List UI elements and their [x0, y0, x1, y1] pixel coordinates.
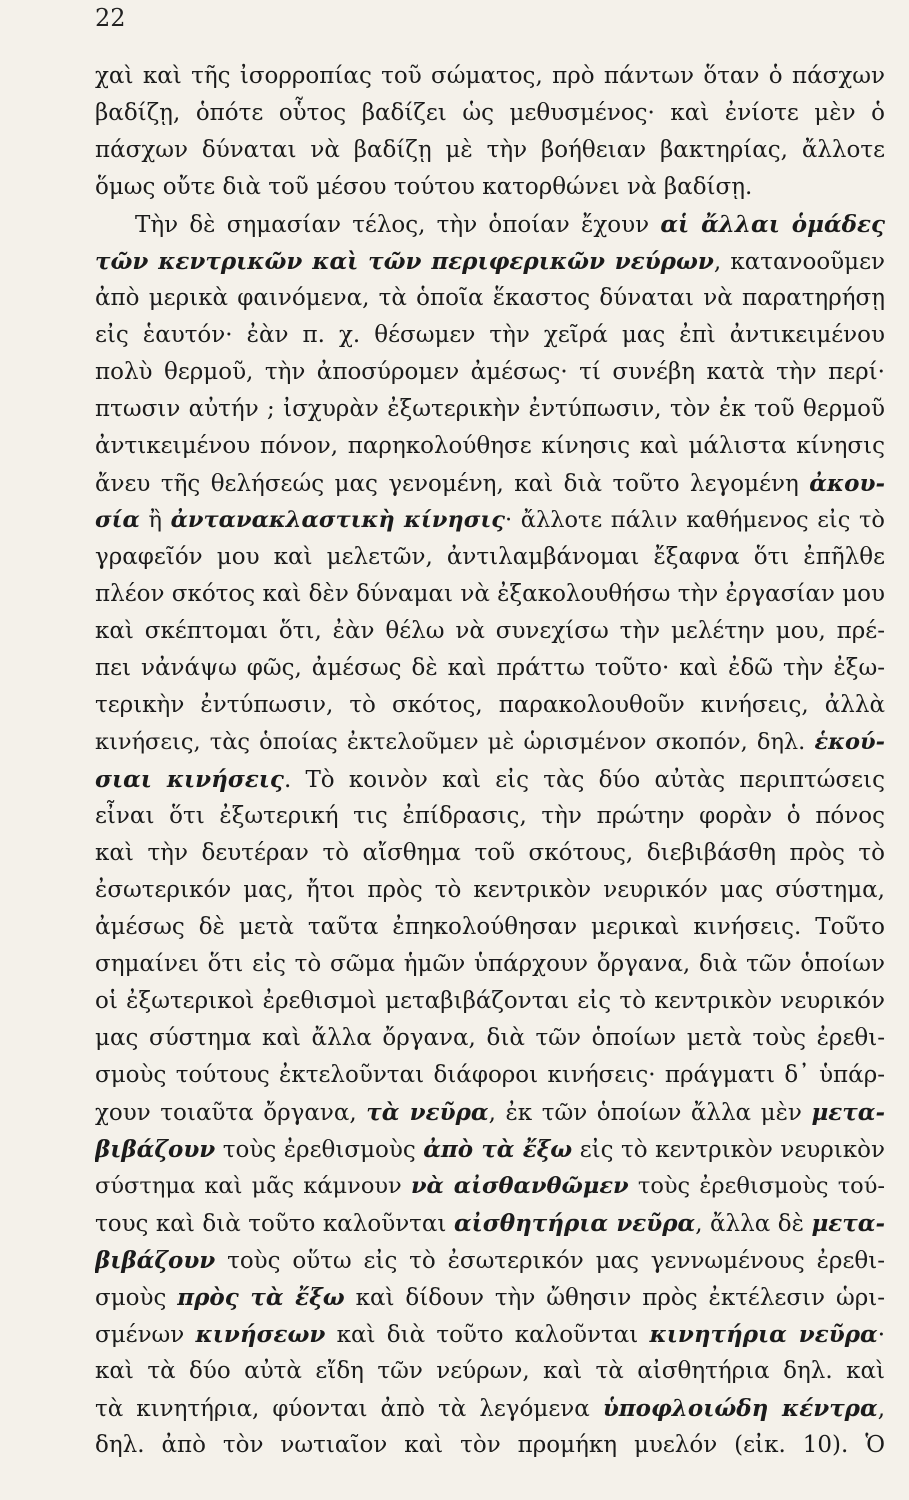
emphasized-term: μετα-	[811, 1099, 885, 1126]
text-run: , ἐκ τῶν ὁποίων ἄλλα μὲν	[488, 1100, 812, 1126]
text-line	[95, 1020, 885, 1057]
text-run: ἢ	[139, 507, 171, 533]
text-line	[95, 1205, 885, 1242]
text-run: πει νἀνάψω φῶς, ἀμέσως δὲ καὶ πράττω τοῦτο· καὶ ἐδῶ τὴν ἐξω-	[95, 655, 885, 681]
text-run: οἱ ἐξωτερικοὶ ἐρεθισμοὶ μεταβιβάζονται εἰς τὸ κεντρικὸν νευρικόν	[95, 988, 885, 1014]
text-run: καὶ δίδουν τὴν ὤθησιν πρὸς ἐκτέλεσιν ὡρι-	[344, 1285, 885, 1311]
text-line	[95, 539, 885, 576]
text-run: βαδίζῃ, ὁπότε οὗτος βαδίζει ὡς μεθυσμένος· καὶ ἐνίοτε μὲν ὁ	[95, 100, 885, 126]
text-run: πάσχων δύναται νὰ βαδίζῃ μὲ τὴν βοήθειαν βακτηρίας, ἄλλοτε	[95, 137, 885, 163]
emphasized-term: σιαι κινήσεις	[95, 766, 284, 793]
text-line	[95, 95, 885, 132]
text-run: γραφεῖόν μου καὶ μελετῶν, ἀντιλαμβάνομαι ἔξαφνα ὅτι ἐπῆλθε	[95, 544, 885, 570]
text-line	[95, 613, 885, 650]
emphasized-term: αἱ ἄλλαι ὁμάδες	[660, 211, 885, 238]
text-run: . Τὸ κοινὸν καὶ εἰς τὰς δύο αὐτὰς περιπτώσεις	[283, 767, 885, 793]
emphasized-term: βιβάζουν	[95, 1247, 216, 1274]
emphasized-term: μετα-	[811, 1210, 885, 1237]
text-line	[95, 1168, 885, 1205]
text-line	[95, 687, 885, 724]
text-line	[95, 798, 885, 835]
text-run: ἄνευ τῆς θελήσεώς μας γενομένη, καὶ διὰ τοῦτο λεγομένη	[95, 471, 810, 497]
text-run: τερικὴν ἐντύπωσιν, τὸ σκότος, παρακολουθοῦν κινήσεις, ἀλλὰ	[95, 692, 885, 718]
text-run: σμένων	[95, 1322, 196, 1348]
text-run: καὶ διὰ τοῦτο καλοῦνται	[325, 1322, 650, 1348]
text-run: σμοὺς	[95, 1285, 178, 1311]
text-line	[95, 243, 885, 280]
text-run: καὶ τὴν δευτέραν τὸ αἴσθημα τοῦ σκότους, διεβιβάσθη πρὸς τὸ	[95, 840, 885, 866]
text-line	[95, 280, 885, 317]
text-run: ἀμέσως δὲ μετὰ ταῦτα ἐπηκολούθησαν μερικαὶ κινήσεις. Τοῦτο	[95, 914, 885, 940]
text-run: εἰς τὸ κεντρικὸν νευρικὸν	[572, 1137, 885, 1163]
emphasized-term: τῶν κεντρικῶν καὶ τῶν περιφερικῶν νεύρων	[95, 248, 714, 275]
text-line	[95, 872, 885, 909]
text-line	[95, 1057, 885, 1094]
text-line	[95, 946, 885, 983]
text-run: σμοὺς τούτους ἐκτελοῦνται διάφοροι κινήσεις· πράγματι δ᾽ ὑπάρ-	[95, 1062, 885, 1088]
body-text	[95, 58, 885, 1464]
text-line	[95, 58, 885, 95]
text-run: ·	[877, 1322, 885, 1348]
text-line	[95, 1131, 885, 1168]
text-line	[95, 1390, 885, 1427]
text-run: καὶ σκέπτομαι ὅτι, ἐὰν θέλω νὰ συνεχίσω τὴν μελέτην μου, πρέ-	[95, 618, 885, 644]
text-line	[95, 391, 885, 428]
emphasized-term: νὰ αἰσθανθῶμεν	[410, 1173, 629, 1199]
text-run: τοὺς ἐρεθισμοὺς	[215, 1137, 424, 1163]
emphasized-term: πρὸς τὰ ἔξω	[177, 1284, 345, 1311]
text-run: μας σύστημα καὶ ἄλλα ὄργανα, διὰ τῶν ὁποίων μετὰ τοὺς ἐρεθι-	[95, 1025, 885, 1051]
text-run: σημαίνει ὅτι εἰς τὸ σῶμα ἡμῶν ὑπάρχουν ὄργανα, διὰ τῶν ὁποίων	[95, 951, 885, 977]
text-line	[95, 465, 885, 502]
text-run: , ἄλλα δὲ	[695, 1211, 812, 1237]
text-run: σύστημα καὶ μᾶς κάμνουν	[95, 1173, 411, 1199]
emphasized-term: ἀκου-	[809, 470, 885, 497]
text-run: ὅμως οὔτε διὰ τοῦ μέσου τούτου κατορθώνει νὰ βαδίσῃ.	[95, 174, 753, 200]
emphasized-term: ἀντανακλαστικὴ κίνησις	[170, 507, 505, 533]
text-run: καὶ τὰ δύο αὐτὰ εἴδη τῶν νεύρων, καὶ τὰ αἰσθητήρια δηλ. καὶ	[95, 1358, 885, 1384]
text-run: ἀπὸ μερικὰ φαινόμενα, τὰ ὁποῖα ἕκαστος δύναται νὰ παρατηρήσῃ	[95, 285, 885, 311]
text-line	[95, 1353, 885, 1390]
emphasized-term: ὑποφλοιώδη κέντρα	[602, 1395, 878, 1422]
text-line	[95, 1279, 885, 1316]
emphasized-term: αἰσθητήρια νεῦρα	[453, 1210, 696, 1237]
text-line	[95, 724, 885, 761]
text-line	[95, 1242, 885, 1279]
text-run: κινήσεις, τὰς ὁποίας ἐκτελοῦμεν μὲ ὡρισμένον σκοπόν, δηλ.	[95, 729, 815, 755]
text-run: πολὺ θερμοῦ, τὴν ἀποσύρομεν ἀμέσως· τί συνέβη κατὰ τὴν περί·	[95, 359, 885, 385]
text-line	[95, 1427, 885, 1464]
text-line	[95, 132, 885, 169]
emphasized-term: ἀπὸ τὰ ἔξω	[423, 1136, 573, 1163]
emphasized-term: σία	[95, 507, 140, 533]
text-run: εἶναι ὅτι ἐξωτερική τις ἐπίδρασις, τὴν πρώτην φορὰν ὁ πόνος	[95, 803, 885, 829]
text-run: τοὺς ἐρεθισμοὺς τού-	[628, 1173, 885, 1199]
text-line	[95, 1094, 885, 1131]
text-run: τοὺς οὕτω εἰς τὸ ἐσωτερικόν μας γεννωμένους ἐρεθι-	[215, 1248, 885, 1274]
text-run: χαὶ καὶ τῆς ἰσορροπίας τοῦ σώματος, πρὸ πάντων ὅταν ὁ πάσχων	[95, 63, 885, 89]
text-run: πτωσιν αὐτήν ; ἰσχυρὰν ἐξωτερικὴν ἐντύπωσιν, τὸν ἐκ τοῦ θερμοῦ	[95, 396, 885, 422]
emphasized-term: κινητήρια νεῦρα	[649, 1321, 878, 1348]
text-run: εἰς ἑαυτόν· ἐὰν π. χ. θέσωμεν τὴν χεῖρά μας ἐπὶ ἀντικειμένου	[95, 322, 885, 348]
emphasized-term: κινήσεων	[195, 1321, 326, 1348]
text-run: χουν τοιαῦτα ὄργανα,	[95, 1100, 367, 1126]
text-run: , κατανοοῦμεν	[713, 249, 885, 275]
text-run: · ἄλλοτε πάλιν καθήμενος εἰς τὸ	[504, 507, 885, 533]
text-line	[95, 169, 885, 206]
text-line	[95, 983, 885, 1020]
text-run: δηλ. ἀπὸ τὸν νωτιαῖον καὶ τὸν προμήκη μυελόν (εἰκ. 10). Ὁ	[95, 1432, 885, 1458]
text-run: τους καὶ διὰ τοῦτο καλοῦνται	[95, 1211, 454, 1237]
emphasized-term: ἑκού-	[814, 729, 885, 755]
text-run: ,	[877, 1396, 885, 1422]
text-line	[95, 317, 885, 354]
text-run: τὰ κινητήρια, φύονται ἀπὸ τὰ λεγόμενα	[95, 1396, 603, 1422]
text-line	[95, 835, 885, 872]
page-number: 22	[95, 4, 126, 32]
text-line	[95, 428, 885, 465]
text-run: Τὴν δὲ σημασίαν τέλος, τὴν ὁποίαν ἔχουν	[135, 212, 661, 238]
text-run: ἀντικειμένου πόνον, παρηκολούθησε κίνησις καὶ μάλιστα κίνησις	[95, 433, 885, 459]
text-line	[95, 761, 885, 798]
text-line	[95, 576, 885, 613]
text-line	[95, 502, 885, 539]
text-run: πλέον σκότος καὶ δὲν δύναμαι νὰ ἐξακολουθήσω τὴν ἐργασίαν μου	[95, 581, 885, 607]
text-line	[95, 354, 885, 391]
emphasized-term: βιβάζουν	[95, 1136, 216, 1163]
text-line	[95, 650, 885, 687]
text-run: ἐσωτερικόν μας, ἤτοι πρὸς τὸ κεντρικὸν νευρικόν μας σύστημα,	[95, 877, 885, 903]
text-line	[95, 206, 885, 243]
text-line	[95, 909, 885, 946]
emphasized-term: τὰ νεῦρα	[366, 1099, 489, 1126]
text-line	[95, 1316, 885, 1353]
